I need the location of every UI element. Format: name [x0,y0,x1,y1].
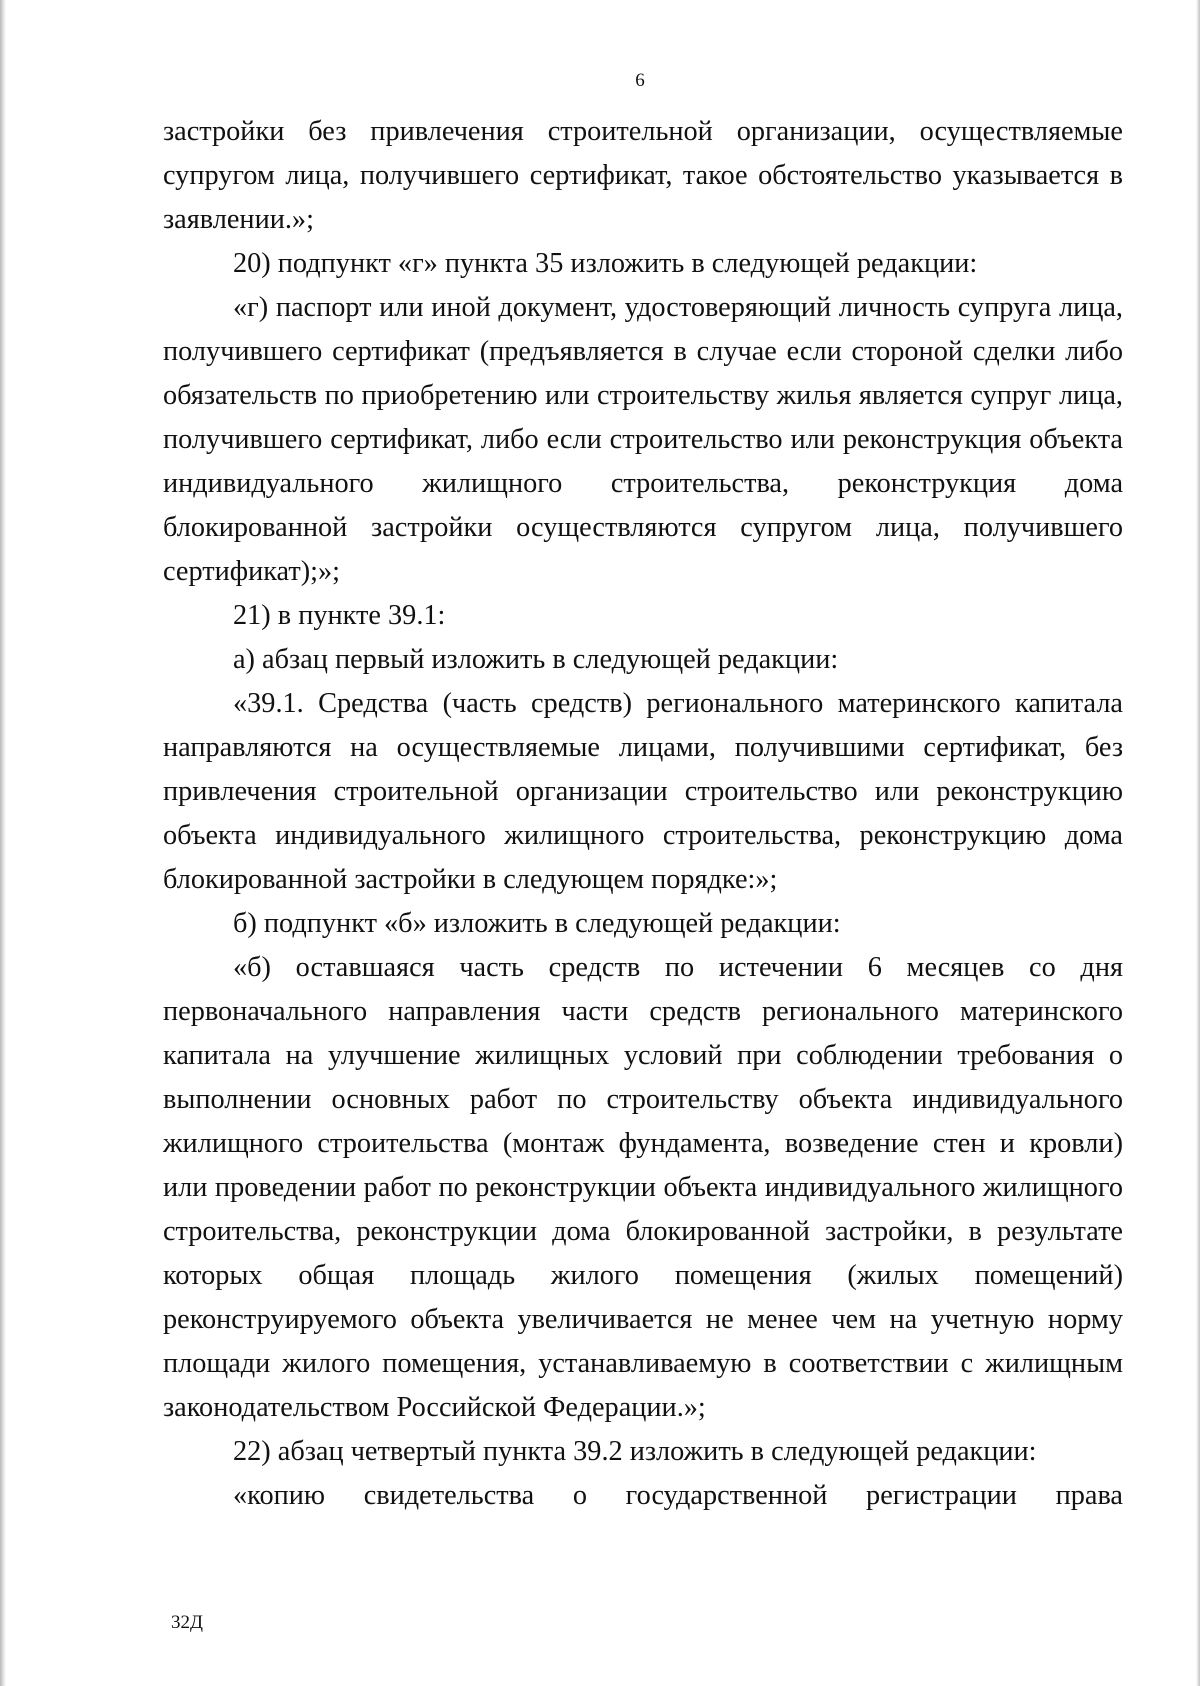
page-number: 6 [635,70,645,91]
document-body [163,110,1123,1518]
paragraph: «г) паспорт или иной документ, удостоверяющий личность супруга лица, получившего сертификат (предъявляется в случае если стороной сделки либо обязательств по приобретению или строительству жилья является супруг лица, получившего сертификат, либо если строительство или реконструкция объекта индивидуального жилищного строительства, реконструкция дома блокированной застройки осуществляются супругом лица, получившего сертификат);»; [163,292,1123,587]
paragraph: «б) оставшаяся часть средств по истечении 6 месяцев со дня первоначального направления части средств регионального материнского капитала на улучшение жилищных условий при соблюдении требования о выполнении основных работ по строительству объекта индивидуального жилищного строительства (монтаж фундамента, возведение стен и кровли) или проведении работ по реконструкции объекта индивидуального жилищного строительства, реконструкции дома блокированной застройки, в результате которых общая площадь жилого помещения (жилых помещений) реконструируемого объекта увеличивается не менее чем на учетную норму площади жилого помещения, устанавливаемую в соответствии с жилищным законодательством Российской Федерации.»; [163,952,1123,1423]
paragraph: 21) в пункте 39.1: [233,600,446,631]
paragraph: «39.1. Средства (часть средств) регионального материнского капитала направляются на осуществляемые лицами, получившими сертификат, без привлечения строительной организации строительство или реконструкцию объекта индивидуального жилищного строительства, реконструкцию дома блокированной застройки в следующем порядке:»; [163,688,1123,895]
scan-edge-right [1196,0,1200,1686]
paragraph: а) абзац первый изложить в следующей редакции: [233,644,839,675]
paragraph: 22) абзац четвертый пункта 39.2 изложить в следующей редакции: [233,1436,1037,1467]
paragraph: 20) подпункт «г» пункта 35 изложить в следующей редакции: [233,248,978,279]
document-code: 32Д [171,1612,203,1633]
paragraph: «копию свидетельства о государственной регистрации права [233,1480,1123,1511]
scan-edge-left [0,0,6,1686]
paragraph: застройки без привлечения строительной организации, осуществляемые супругом лица, получившего сертификат, такое обстоятельство указывается в заявлении.»; [163,116,1123,235]
paragraph: б) подпункт «б» изложить в следующей редакции: [233,908,841,939]
